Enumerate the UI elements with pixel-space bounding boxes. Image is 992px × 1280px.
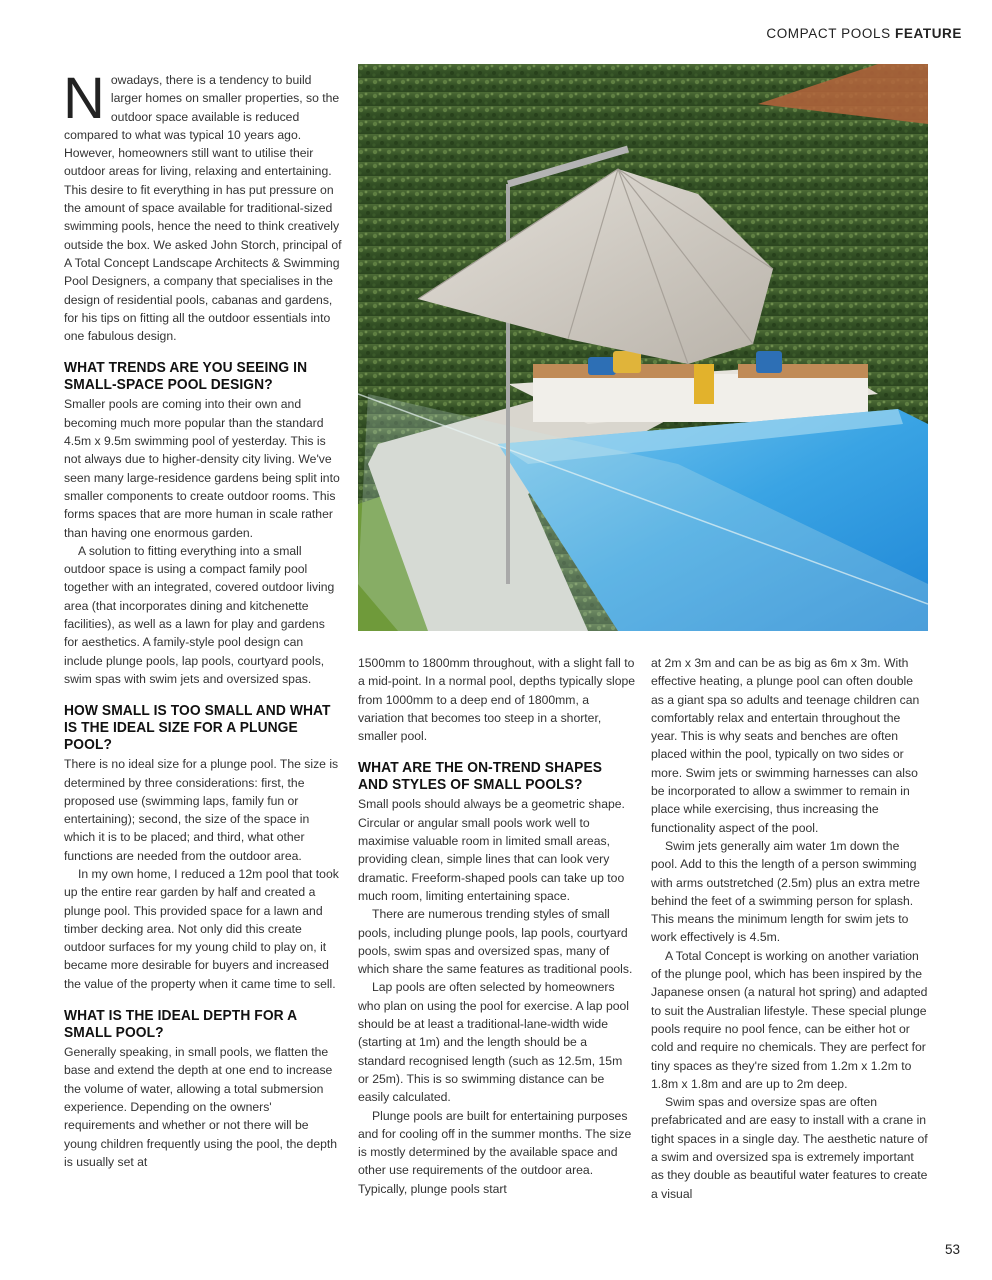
shapes-paragraph-1: Small pools should always be a geometric shape. Circular or angular small pools work well to maximise valuable room in limited small areas, providing clean, simple lines that can look very dramatic. Freeform-shaped pools can take up too much room, limiting entertaining space.: [358, 797, 625, 903]
shapes-paragraph-3: Lap pools are often selected by homeowners who plan on using the pool for exercise. A lap pool should be at least a traditional-lane-width wide (starting at 1m) and the length should be a standard recognised length (such as 12.5m, 15m or 25m). This is so swimming distance can be easily calculated.: [358, 980, 630, 1105]
pool-photo: [358, 64, 928, 631]
column-3: [651, 654, 929, 1203]
column-1: [63, 66, 342, 1171]
section-label: COMPACT POOLS: [766, 26, 891, 41]
shapes-paragraph-7: Swim spas and oversize spas are often prefabricated and are easy to install with a crane in tight spaces in a single day. The aesthetic nature of a swim and oversized spa is extremely important as they double as beautiful water features to create a visual: [651, 1095, 928, 1201]
trends-paragraph-2: A solution to fitting everything into a small outdoor space is using a compact family pool together with an integrated, covered outdoor living area (that incorporates dining and kitchenette facilities), as well as a lawn for play and gardens for aesthetics. A family-style pool design can include plunge pools, lap pools, courtyard pools, swim spas with swim jets and oversized spas.: [64, 543, 335, 686]
shapes-paragraph-5: Swim jets generally aim water 1m down the pool. Add to this the length of a person swimming with arms outstretched (2.5m) plus an extra metre behind the feet of a swimming person for splash. This means the minimum length for swim jets to work effectively is 4.5m.: [651, 838, 920, 945]
heading-size: HOW SMALL IS TOO SMALL AND WHAT IS THE IDEAL SIZE FOR A PLUNGE POOL?: [64, 702, 331, 754]
feature-label: FEATURE: [895, 26, 962, 41]
trends-paragraph-1: Smaller pools are coming into their own and becoming much more popular than the standard 4.5m x 9.5m swimming pool of yesterday. This is not always due to higher-density city living. We've seen many large-residence gardens being split into smaller components to create outdoor rooms. This forms spaces that are more human in scale rather than having one enormous garden.: [64, 397, 340, 540]
size-paragraph-1: There is no ideal size for a plunge pool. The size is determined by three considerations: first, the proposed use (swimming laps, family fun or entertaining); second, the size of the space in which it is to be placed; and third, what other functions are needed from the outdoor area.: [64, 757, 339, 863]
shapes-paragraph-6: A Total Concept is working on another variation of the plunge pool, which has been inspired by the Japanese onsen (a natural hot spring) and adapted to suit the Australian lifestyle. These special plunge pools require no pool fence, can be either hot or cold and require no chemicals. They are perfect for tiny spaces as they're sized from 1.2m x 1.2m to 1.8m x 1.8m and are up to 2m deep.: [651, 948, 928, 1091]
shapes-paragraph-4: Plunge pools are built for entertaining purposes and for cooling off in the summer months. The size is mostly determined by the available space and other use requirements of the outdoor area. Typically, plunge pools start: [358, 1108, 632, 1196]
intro-paragraph: [63, 66, 342, 345]
page-number: 53: [944, 1242, 960, 1257]
drop-cap: N: [63, 66, 105, 131]
pool-illustration: [358, 64, 928, 631]
depth-paragraph-1-continued: 1500mm to 1800mm throughout, with a slight fall to a mid-point. In a normal pool, depths typically slope from 1000mm to a deep end of 1800mm, a variation that becomes too steep in a shorter, smaller pool.: [358, 656, 636, 744]
depth-paragraph-1: Generally speaking, in small pools, we flatten the base and extend the depth at one end to increase the volume of water, allowing a total submersion experience. Depending on the owners' requirements and whether or not there will be young children frequently using the pool, the depth is usually set at: [64, 1045, 338, 1169]
heading-shapes: WHAT ARE THE ON-TREND SHAPES AND STYLES OF SMALL POOLS?: [358, 759, 603, 794]
size-paragraph-2: In my own home, I reduced a 12m pool that took up the entire rear garden by half and created a plunge pool. This provided space for a lawn and timber decking area. Not only did this create outdoor surfaces for my young child to play on, it became more desirable for buyers and increased the value of the property when it came time to sell.: [64, 866, 339, 991]
shapes-paragraph-2: There are numerous trending styles of small pools, including plunge pools, lap pools, courtyard pools, swim spas and oversized spas, many of which share the same features as traditional pools.: [358, 907, 633, 977]
shapes-paragraph-4-continued: at 2m x 3m and can be as big as 6m x 3m. With effective heating, a plunge pool can often double as a giant spa so adults and teenage children can comfortably relax and entertain throughout the year. This is why seats and benches are often placed within the pool, typically on two sides or more. Swim jets or swimming harnesses can also be incorporated to allow a swimmer to remain in place while exercising, thus increasing the functionality aspect of the pool.: [651, 656, 920, 835]
column-2: [358, 654, 636, 1198]
intro-text: owadays, there is a tendency to build larger homes on smaller properties, so the outdoor space available is reduced compared to what was typical 10 years ago. However, homeowners still want to utilise their outdoor areas for living, relaxing and entertaining. This desire to fit everything in has put pressure on the amount of space available for traditional-sized swimming pools, hence the need to think creatively outside the box. We asked John Storch, principal of A Total Concept Landscape Architects & Swimming Pool Designers, a company that specialises in the design of residential pools, cabanas and gardens, for his tips on fitting all the outdoor essentials into one fabulous design.: [64, 73, 342, 344]
heading-depth: WHAT IS THE IDEAL DEPTH FOR A SMALL POOL?: [64, 1007, 297, 1042]
running-head: [766, 26, 962, 41]
heading-trends: WHAT TRENDS ARE YOU SEEING IN SMALL-SPACE POOL DESIGN?: [64, 359, 308, 394]
